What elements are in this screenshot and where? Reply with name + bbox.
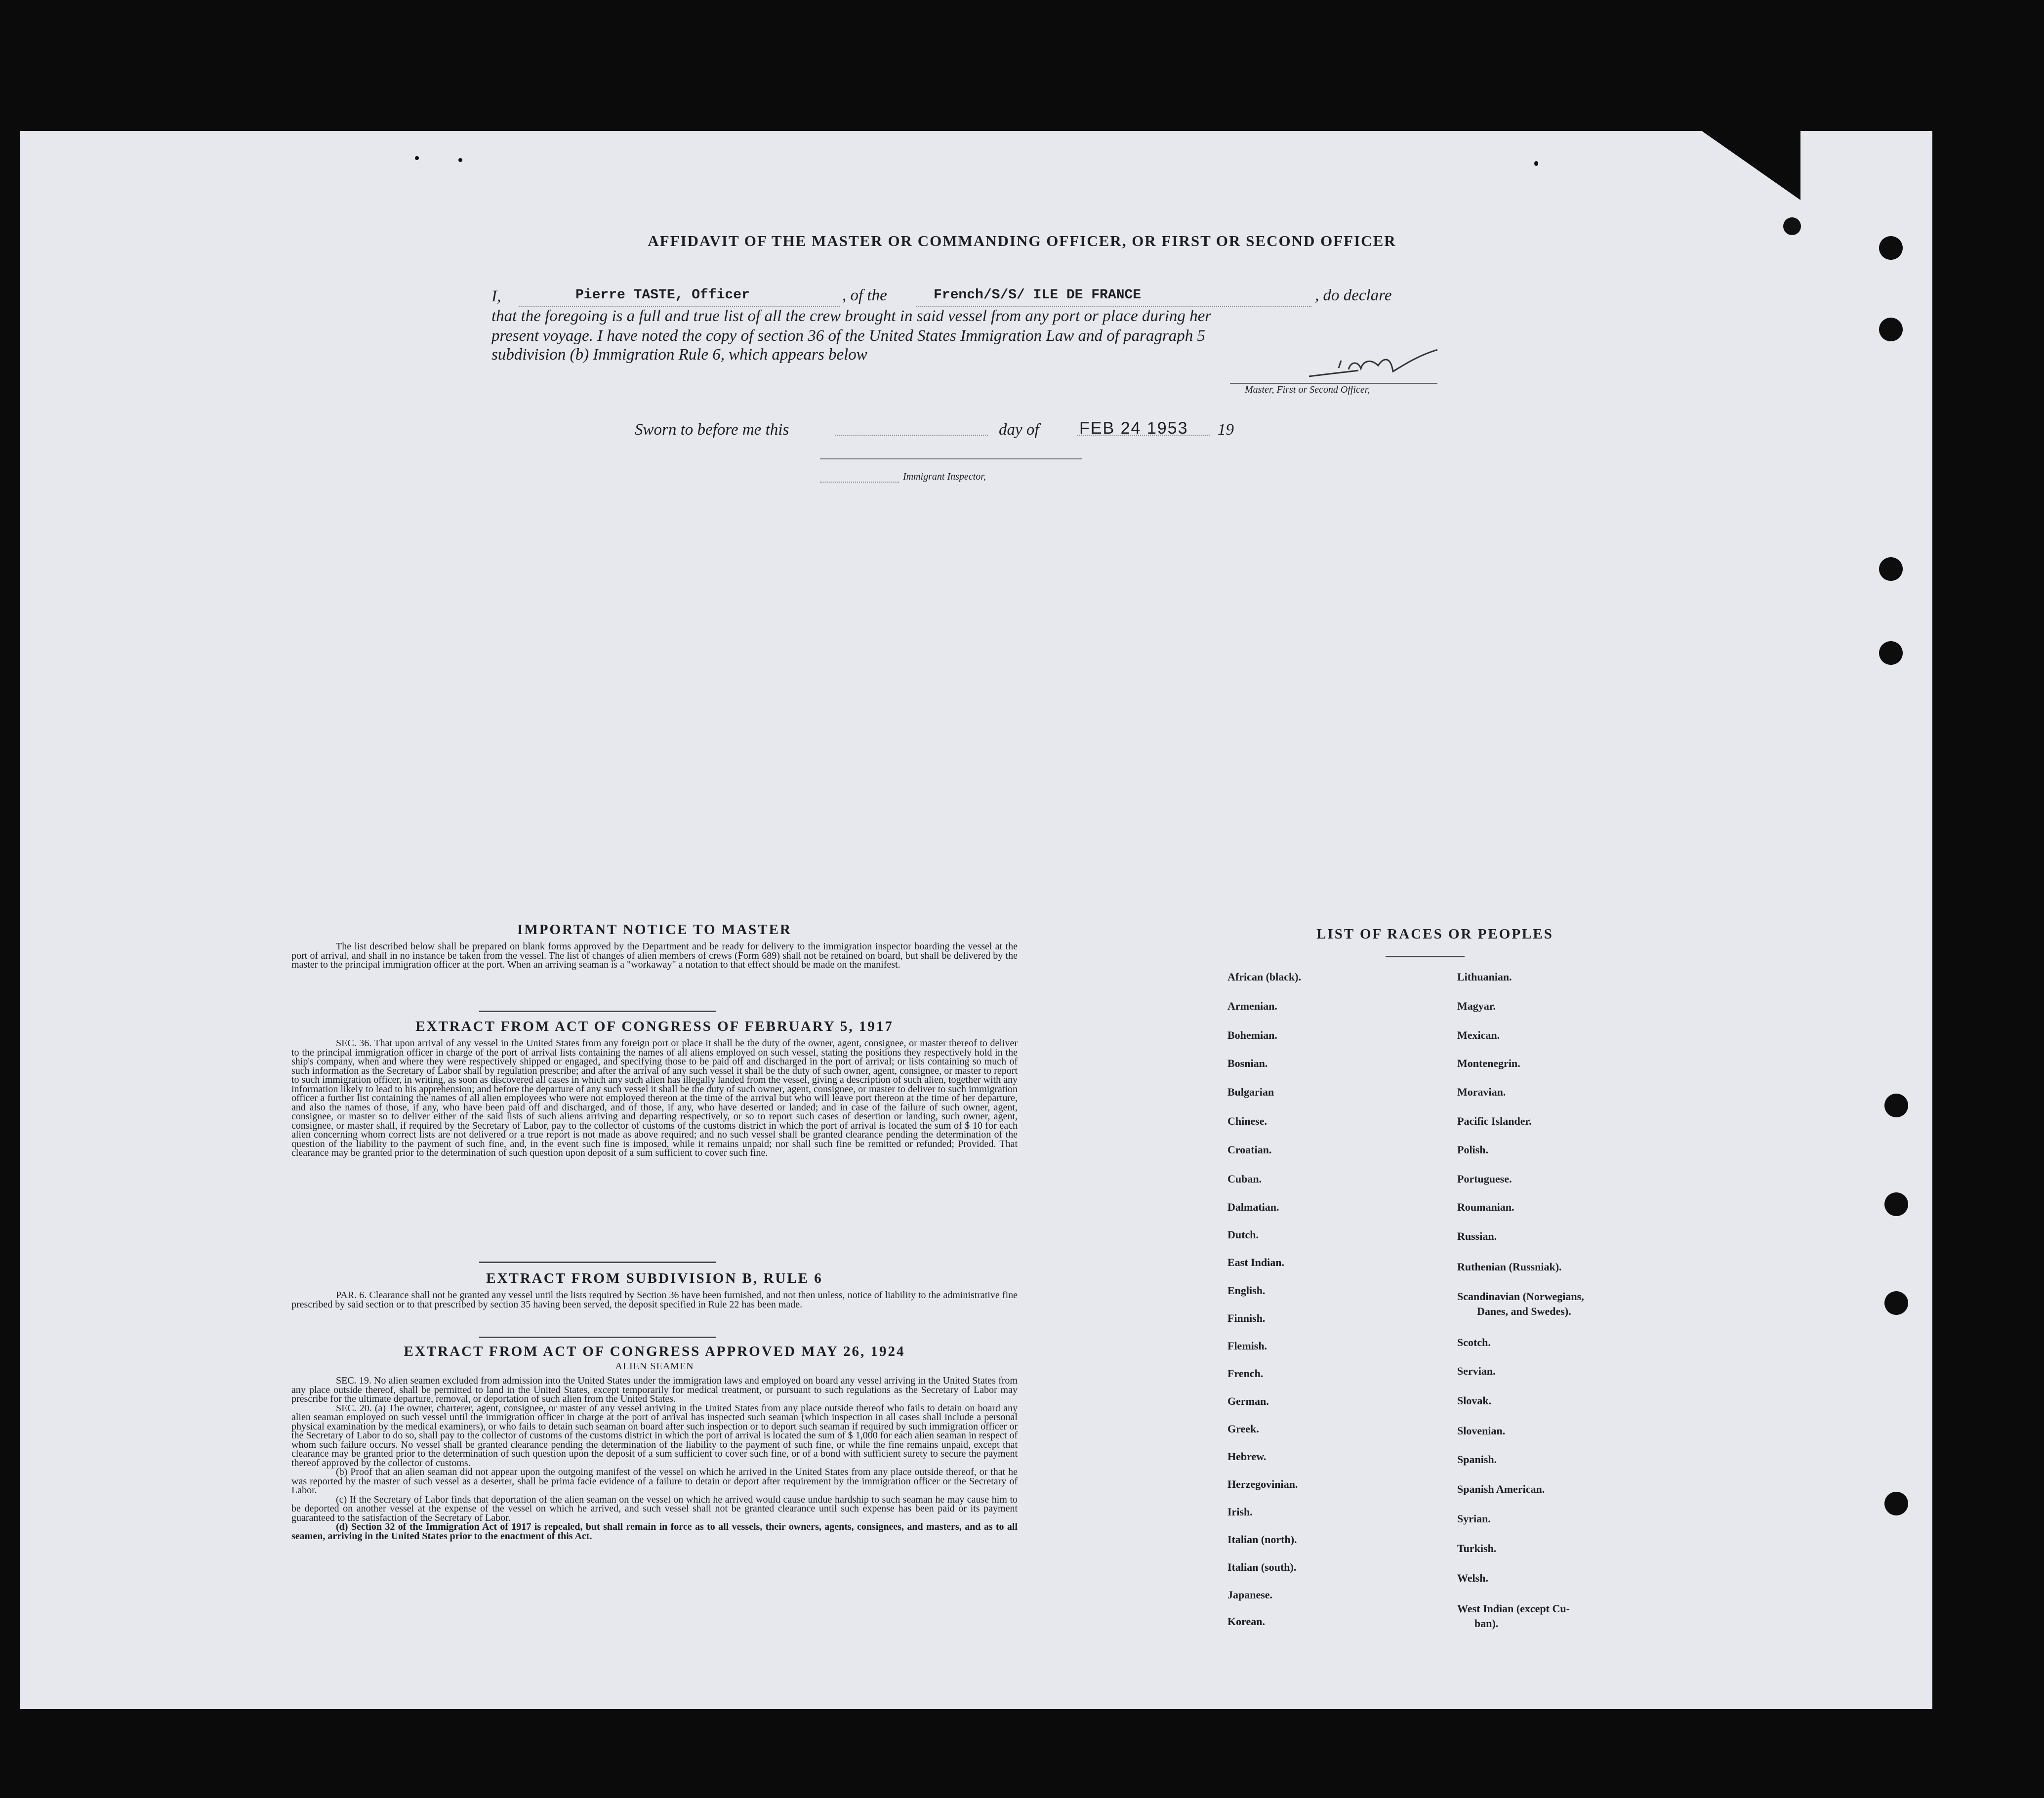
divider [479, 1262, 716, 1263]
race-item: English. [1227, 1284, 1266, 1297]
divider [479, 1011, 716, 1012]
race-item: West Indian (except Cu- [1457, 1602, 1570, 1615]
races-divider [1386, 956, 1465, 957]
extract-1917-body: SEC. 36. That upon arrival of any vessel in the United States from any foreign port or place it shall be the duty of the owner, agent, consignee, or master thereof to deliver to the principal immigration officer in charge of the port of arrival lists containing the names of all aliens employed on such vessel, stating the positions they respectively hold in the ship's company, when and where they were respectively shipped or engaged, and specifying those to be paid off and discharged in the port of arrival; or lists containing so much of such information as the Secretary of Labor shall by regulation prescribe; and after the arrival of any such vessel it shall be the duty of such owner, agent, consignee, or master to report to such immigration officer, in writing, as soon as discovered all cases in which any such alien has illegally landed from the vessel, giving a description of such alien, together with any information likely to lead to his apprehension; and before the departure of any such vessel it shall be the duty of such owner, agent, consignee, or master to deliver to such immigration officer a further list containing the names of all alien employees who were not employed thereon at the time of the arrival but who will leave port thereon at the time of her departure, and also the names of those, if any, who have been paid off and discharged, and of those, if any, who have deserted or landed; and in case of the failure of such owner, agent, consignee, or master so to deliver either of the said lists of such aliens arriving and departing respectively, or so to report such cases of desertion or landing, such owner, agent, consignee, or master shall, if required by the Secretary of Labor, pay to the collector of customs of the customs district in which the port of arrival is located the sum of $ 10 for each alien concerning whom correct lists are not delivered or a true report is not made as above required; and no such vessel shall be granted clearance pending the determination of the question of the liability to the payment of such fine, and, in the event such fine is imposed, while it remains unpaid; nor shall such fine be remitted or refunded; Provided. That clearance may be granted prior to the determination of such question upon deposit of a sum sufficient to cover such fine. [291, 1038, 1018, 1158]
sworn-text: Sworn to before me this [635, 421, 789, 439]
punch-hole [1879, 318, 1903, 341]
race-item: Ruthenian (Russniak). [1457, 1261, 1562, 1273]
race-item: Flemish. [1227, 1340, 1267, 1352]
notice-section [291, 922, 1018, 970]
race-item: Korean. [1227, 1615, 1265, 1628]
speck [1534, 161, 1538, 166]
extract-1924-section [291, 1344, 1018, 1541]
race-item: Spanish. [1457, 1453, 1497, 1466]
race-item: Armenian. [1227, 1000, 1277, 1012]
race-item: Syrian. [1457, 1512, 1491, 1525]
notice-body: The list described below shall be prepared on blank forms approved by the Department and be ready for delivery to the immigration inspector boarding the vessel at the port of arrival, and shall in no instance be taken from the vessel. The list of changes of alien members of crews (Form 689) shall not be retained on board, but shall be delivered by the master to the principal immigration officer at the port. When an arriving seaman is a "workaway" a notation to that effect should be made on the manifest. [291, 941, 1018, 970]
race-item: ban). [1474, 1617, 1499, 1630]
sec20c-text: (c) If the Secretary of Labor finds that deportation of the alien seaman on the vessel on which he arrived would cause undue hardship to such seaman he may cause him to be deported on another vessel at the expense of the vessel on which he arrived, and such vessel shall not be granted clearance until such expense has been paid or its payment guaranteed to the satisfaction of the Secretary of Labor. [291, 1494, 1018, 1523]
inspector-caption: Immigrant Inspector, [903, 471, 986, 482]
race-item: Bohemian. [1227, 1029, 1277, 1041]
affidavit-line4: subdivision (b) Immigration Rule 6, which appears below [491, 346, 867, 364]
extract-rule6-section [291, 1270, 1018, 1309]
race-item: Herzegovinian. [1227, 1478, 1298, 1490]
speck [458, 158, 462, 162]
signature-caption: Master, First or Second Officer, [1245, 384, 1370, 395]
race-item: Portuguese. [1457, 1173, 1512, 1185]
race-item: Croatian. [1227, 1144, 1272, 1156]
race-item: Scotch. [1457, 1336, 1491, 1348]
race-item: French. [1227, 1367, 1264, 1380]
affidavit-line2: that the foregoing is a full and true list of all the crew brought in said vessel from any port or place during her [491, 307, 1212, 325]
race-item: Turkish. [1457, 1542, 1497, 1554]
race-item: Chinese. [1227, 1115, 1267, 1127]
race-item: Slovenian. [1457, 1425, 1506, 1437]
race-item: Italian (south). [1227, 1561, 1297, 1573]
race-item: Pacific Islander. [1457, 1115, 1532, 1127]
extract-1917-title: EXTRACT FROM ACT OF CONGRESS OF FEBRUARY 5, 1917 [415, 1019, 894, 1034]
race-item: Scandinavian (Norwegians, [1457, 1290, 1584, 1303]
pronoun: I, [491, 287, 501, 305]
race-item: Welsh. [1457, 1572, 1488, 1584]
race-item: Bosnian. [1227, 1057, 1268, 1069]
signature-line [1230, 383, 1437, 384]
race-item: Lithuanian. [1457, 971, 1512, 983]
extract-rule6-title: EXTRACT FROM SUBDIVISION B, RULE 6 [486, 1270, 823, 1286]
do-declare-text: , do declare [1315, 286, 1392, 304]
race-item: Hebrew. [1227, 1450, 1267, 1463]
race-item: German. [1227, 1395, 1269, 1407]
race-item: Mexican. [1457, 1029, 1500, 1041]
sworn-month-line [1077, 435, 1210, 436]
punch-hole [1879, 641, 1903, 665]
race-item: Magyar. [1457, 1000, 1496, 1012]
race-item: Roumanian. [1457, 1201, 1514, 1213]
race-item: Russian. [1457, 1230, 1497, 1242]
year-prefix: 19 [1218, 421, 1234, 439]
inspector-line [820, 458, 1082, 459]
race-item: Greek. [1227, 1423, 1259, 1435]
race-item: Irish. [1227, 1506, 1253, 1518]
race-item: Servian. [1457, 1365, 1496, 1377]
punch-hole [1884, 1094, 1908, 1117]
punch-hole [1884, 1492, 1908, 1515]
affidavit-line1 [491, 287, 501, 306]
sec20b-text: (b) Proof that an alien seaman did not appear upon the outgoing manifest of the vessel on which he arrived in the United States from any place outside thereof, or that he was reported by the master of such vessel as a deserter, shall be prima facie evidence of a failure to detain or deport after requirement by the immigration officer or the Secretary of Labor. [291, 1467, 1018, 1496]
officer-name-field: Pierre TASTE, Officer [575, 287, 750, 303]
race-item: Japanese. [1227, 1589, 1273, 1601]
race-item: Dutch. [1227, 1228, 1259, 1241]
vessel-field: French/S/S/ ILE DE FRANCE [934, 287, 1142, 303]
extract-1917-section [291, 1019, 1018, 1158]
race-item: Bulgarian [1227, 1086, 1274, 1098]
extract-rule6-body: PAR. 6. Clearance shall not be granted any vessel until the lists required by Section 36 have been furnished, and not then unless, notice of liability to the administrative fine prescribed by said section or to that prescribed by section 35 having been served, the deposit specified in Rule 22 has been made. [291, 1290, 1018, 1310]
races-title: LIST OF RACES OR PEOPLES [1316, 926, 1553, 942]
punch-hole [1879, 557, 1903, 581]
race-item: African (black). [1227, 971, 1302, 983]
sec20d-text: (d) Section 32 of the Immigration Act of 1917 is repealed, but shall remain in force as to all vessels, their owners, agents, consignees, and masters, and as to all seamen, arriving in the United States prior to the enactment of this Act. [291, 1521, 1018, 1542]
punch-hole [1884, 1291, 1908, 1315]
race-item: Cuban. [1227, 1173, 1262, 1185]
extract-1924-title: EXTRACT FROM ACT OF CONGRESS APPROVED MAY 26, 1924 [404, 1344, 905, 1359]
race-item: Moravian. [1457, 1086, 1506, 1098]
sec20a-text: SEC. 20. (a) The owner, charterer, agent, consignee, or master of any vessel arriving in the United States from any place outside thereof who fails to detain on board any alien seaman employed on such vessel until the immigration officer in charge at the port of arrival has inspected such seaman (which inspection in all cases shall include a personal physical examination by the medical examiners), or who fails to detain such seaman on board after such inspection or to deport such seaman if required by such immigration officer or the Secretary of Labor to do so, shall pay to the collector of customs of the customs district in which the port of arrival is located the sum of $ 1,000 for each alien seaman in respect of whom such failure occurs. No vessel shall be granted clearance pending the determination of the liability to the payment of such fine, or while the fine remains unpaid, except that clearance may be granted prior to the determination of such question upon the deposit of a sum sufficient to cover such fine, or of a bond with sufficient surety to secure the payment thereof approved by the collector of customs. [291, 1402, 1018, 1469]
sec19-text: SEC. 19. No alien seamen excluded from admission into the United States under the immigration laws and employed on board any vessel arriving in the United States from any place outside thereof, shall be permitted to land in the United States, except temporarily for medical treatment, or pursuant to such regulations as the Secretary of Labor may prescribe for the ultimate departure, removal, or deportation of such alien from the United States. [291, 1375, 1018, 1404]
race-item: Dalmatian. [1227, 1201, 1279, 1213]
notice-title: IMPORTANT NOTICE TO MASTER [517, 922, 792, 938]
race-item: Finnish. [1227, 1312, 1266, 1324]
torn-corner [1702, 131, 1800, 200]
affidavit-title: AFFIDAVIT OF THE MASTER OR COMMANDING OFFICER, OR FIRST OR SECOND OFFICER [648, 232, 1396, 249]
of-the-text: , of the [842, 286, 887, 304]
divider [479, 1337, 716, 1338]
race-item: Italian (north). [1227, 1533, 1297, 1546]
race-item: Montenegrin. [1457, 1057, 1520, 1069]
extract-1924-subtitle: ALIEN SEAMEN [615, 1361, 694, 1372]
race-item: Spanish American. [1457, 1483, 1545, 1495]
race-item: East Indian. [1227, 1256, 1284, 1268]
day-of-text: day of [999, 421, 1039, 439]
punch-hole [1884, 1192, 1908, 1216]
speck [415, 156, 419, 160]
affidavit-line3: present voyage. I have noted the copy of section 36 of the United States Immigration Law and of paragraph 5 [491, 327, 1206, 345]
race-item: Slovak. [1457, 1394, 1492, 1407]
sworn-day-line [835, 435, 988, 436]
inspector-dotted [820, 482, 899, 483]
date-stamp: FEB 24 1953 [1079, 419, 1188, 438]
race-item: Danes, and Swedes). [1477, 1305, 1571, 1317]
race-item: Polish. [1457, 1144, 1488, 1156]
